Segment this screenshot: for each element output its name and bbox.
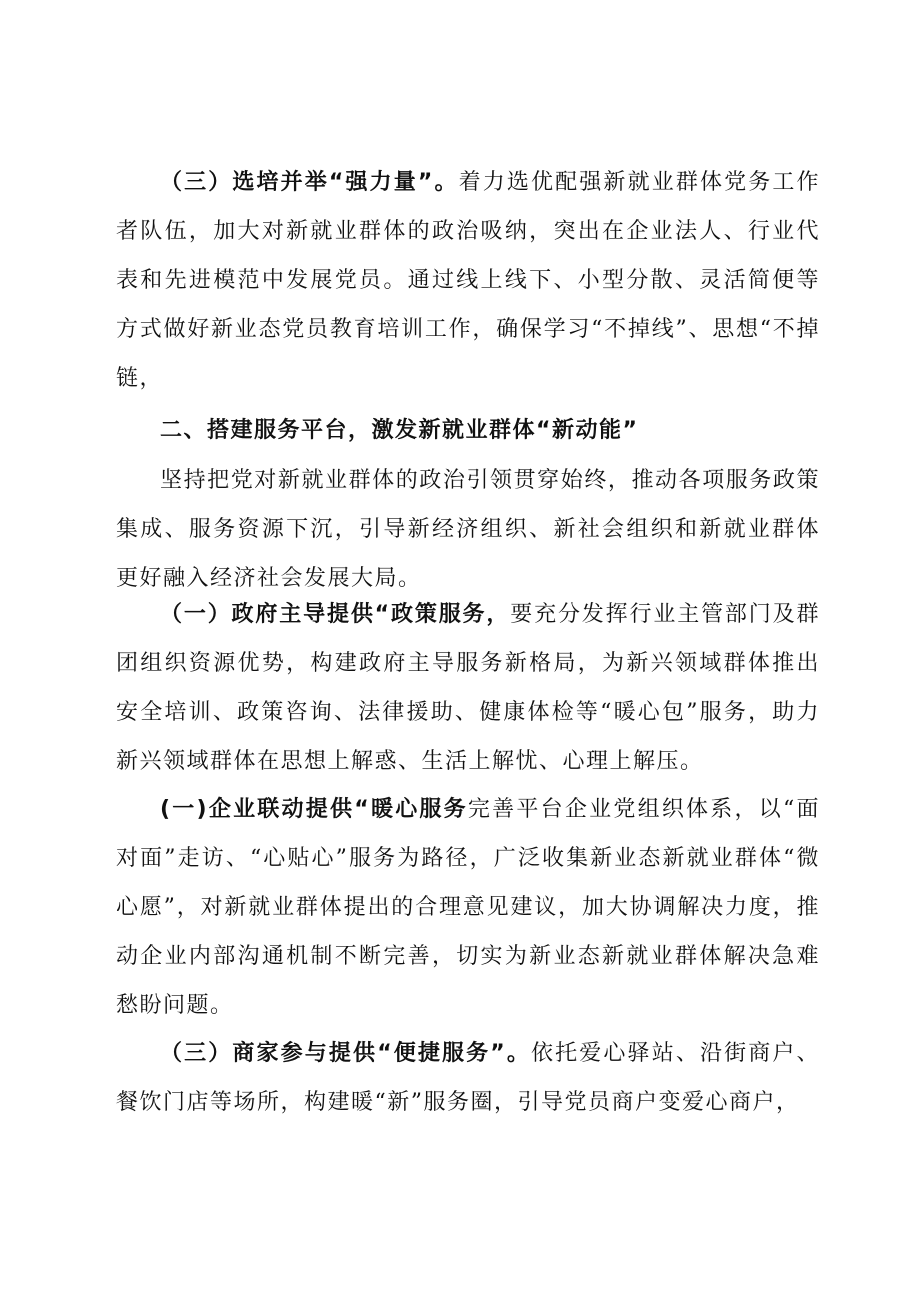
paragraph-body: 要充分发挥行业主管部门及群团组织资源优势，构建政府主导服务新格局，为新兴领域群体推出安全培训、政策咨询、法律援助、健康体检等“暖心包”服务，助力新兴领域群体在思想上解惑、生活上解忧、心理上解压。	[116, 602, 820, 774]
paragraph-warm-service	[116, 785, 820, 1030]
section-heading-two: 二、搭建服务平台，激发新就业群体“新动能”	[160, 418, 639, 443]
paragraph-lead: （三）选培并举“强力量”。	[160, 170, 459, 195]
paragraph-section-intro	[116, 456, 820, 603]
paragraph-strengthen-force	[116, 158, 820, 403]
paragraph-convenient-service	[116, 1029, 820, 1127]
paragraph-lead: （三）商家参与提供“便捷服务”。	[160, 1041, 532, 1066]
paragraph-lead: (一)企业联动提供“暖心服务	[160, 797, 468, 822]
paragraph-lead: （一）政府主导提供“政策服务，	[160, 602, 511, 627]
paragraph-body: 依托爱心驿站、沿街商户、餐饮门店等场所，构建暖“新”服务圈，引导党员商户变爱心商户，	[116, 1041, 820, 1115]
paragraph-body: 完善平台企业党组织体系，以“面对面”走访、“心贴心”服务为路径，广泛收集新业态新就业群体“微心愿”，对新就业群体提出的合理意见建议，加大协调解决力度，推动企业内部沟通机制不断完善，切实为新业态新就业群体解决急难愁盼问题。	[116, 797, 820, 1018]
paragraph-policy-service	[116, 590, 820, 786]
paragraph-body: 坚持把党对新就业群体的政治引领贯穿始终，推动各项服务政策集成、服务资源下沉，引导新经济组织、新社会组织和新就业群体更好融入经济社会发展大局。	[116, 468, 820, 591]
paragraph-body: 着力选优配强新就业群体党务工作者队伍，加大对新就业群体的政治吸纳，突出在企业法人、行业代表和先进模范中发展党员。通过线上线下、小型分散、灵活简便等方式做好新业态党员教育培训工作，确保学习“不掉线”、思想“不掉链，	[116, 170, 820, 391]
